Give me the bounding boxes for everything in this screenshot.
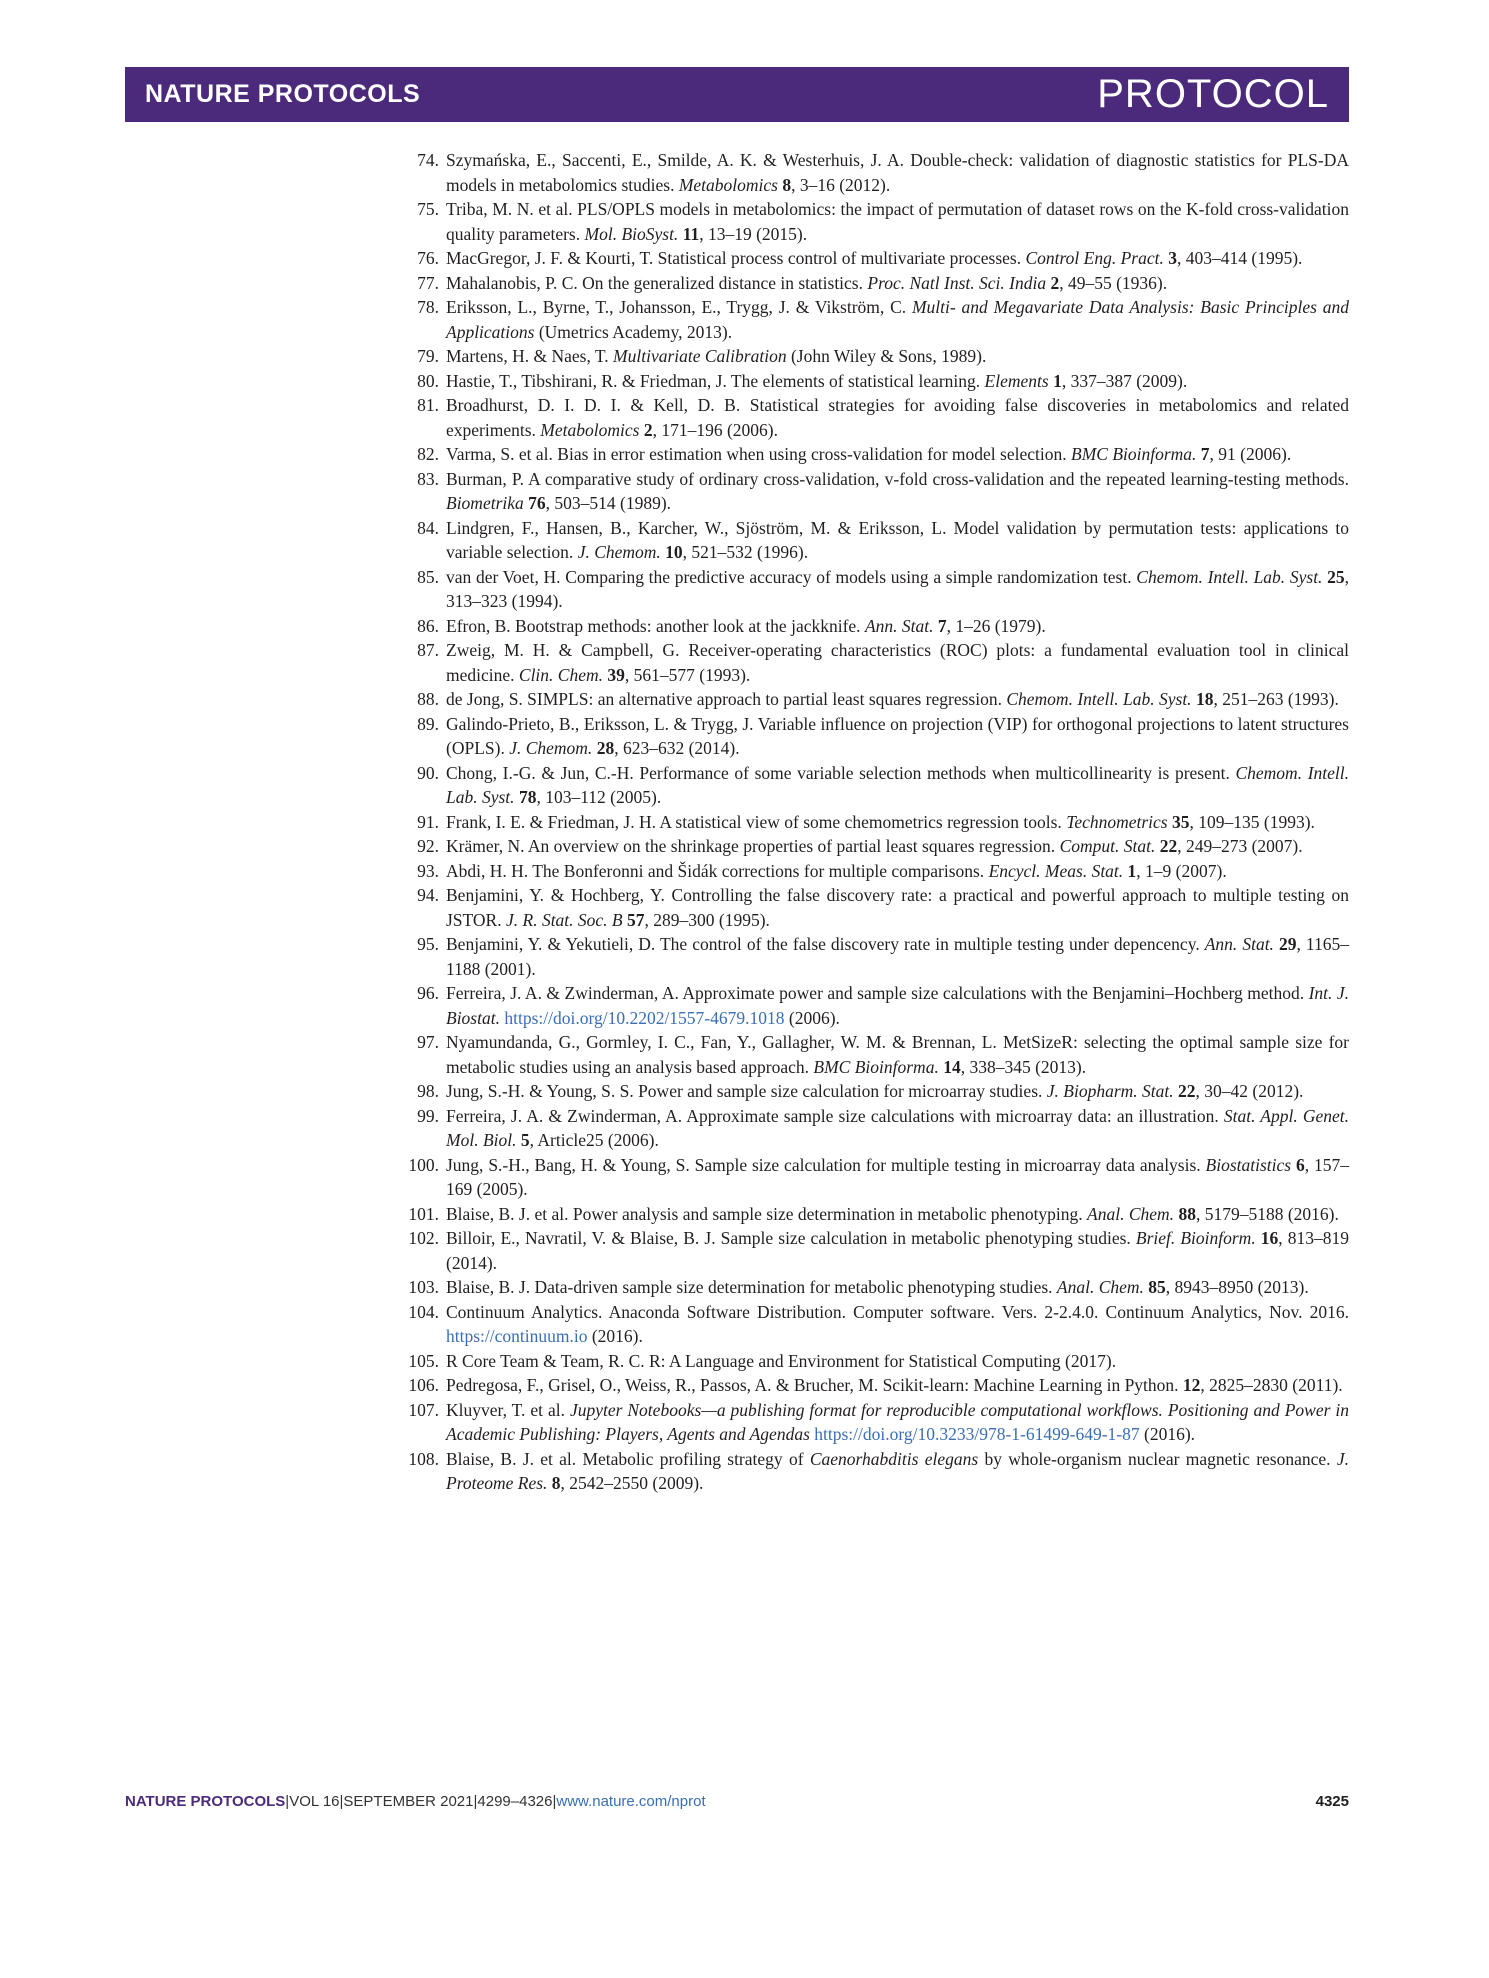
reference-volume: 2 (643, 419, 653, 440)
reference-number: 79. (417, 346, 439, 366)
reference-text: (John Wiley & Sons, 1989). (786, 346, 987, 366)
reference-item (404, 883, 1349, 932)
reference-doi-link[interactable]: https://continuum.io (446, 1326, 588, 1346)
reference-number: 106. (408, 1375, 439, 1395)
reference-italic-text: Clin. Chem. (518, 664, 603, 685)
reference-text: Benjamini, Y. & Hochberg, Y. Controlling the false discovery rate: a practical and powerful approach to multiple testing on JSTOR. (446, 885, 1349, 930)
reference-text: Hastie, T., Tibshirani, R. & Friedman, J. The elements of statistical learning. (446, 370, 985, 391)
reference-volume: 7 (937, 615, 947, 636)
reference-text: Blaise, B. J. et al. Power analysis and sample size determination in metabolic phenotyping. (446, 1203, 1088, 1224)
reference-number: 91. (417, 811, 439, 832)
reference-number: 94. (417, 885, 439, 905)
reference-item (404, 1104, 1349, 1153)
reference-volume: 35 (1172, 811, 1190, 832)
reference-italic-text: J. R. Stat. Soc. B (505, 909, 623, 930)
reference-volume: 39 (607, 664, 625, 685)
reference-item (404, 565, 1349, 614)
reference-italic-text: J. Chemom. (577, 542, 661, 562)
reference-text: , 171–196 (2006). (652, 419, 778, 440)
reference-number: 86. (417, 615, 439, 636)
reference-volume: 1 (1127, 860, 1137, 881)
reference-italic-text: Comput. Stat. (1059, 836, 1156, 856)
reference-number: 76. (417, 248, 439, 268)
reference-text: , 2825–2830 (2011). (1200, 1375, 1343, 1395)
reference-volume: 16 (1260, 1228, 1279, 1248)
reference-item (404, 369, 1349, 394)
footer-date: SEPTEMBER 2021 (343, 1793, 474, 1810)
reference-number: 107. (408, 1399, 439, 1420)
reference-text: Billoir, E., Navratil, V. & Blaise, B. J. Sample size calculation in metabolic phenotyping studies. (446, 1228, 1136, 1248)
reference-item (404, 834, 1349, 859)
reference-text: Broadhurst, D. I. D. I. & Kell, D. B. Statistical strategies for avoiding false discoveries in metabolomics and related experiments. (446, 395, 1349, 440)
reference-item (404, 271, 1349, 296)
reference-italic-text: Stat. Appl. Genet. Mol. Biol. (446, 1105, 1349, 1150)
reference-text: (Umetrics Academy, 2013). (534, 321, 733, 342)
reference-item (404, 295, 1349, 344)
reference-text: Krämer, N. An overview on the shrinkage properties of partial least squares regression. (446, 836, 1060, 856)
reference-italic-text: Elements (984, 370, 1049, 391)
reference-text: , 49–55 (1936). (1059, 272, 1168, 293)
reference-number: 74. (417, 150, 439, 170)
reference-text: , 313–323 (1994). (446, 566, 1350, 611)
reference-volume: 14 (943, 1056, 961, 1077)
reference-text: Martens, H. & Naes, T. (446, 346, 614, 366)
reference-text: , 403–414 (1995). (1177, 248, 1303, 268)
reference-text: Frank, I. E. & Friedman, J. H. A statistical view of some chemometrics regression tools. (446, 811, 1067, 832)
reference-number: 98. (417, 1081, 439, 1101)
reference-italic-text: Chemom. Intell. Lab. Syst. (1136, 566, 1323, 587)
reference-italic-text: Chemom. Intell. Lab. Syst. (1006, 689, 1192, 709)
reference-item (404, 148, 1349, 197)
reference-volume: 1 (1053, 370, 1062, 391)
reference-text: Jung, S.-H., Bang, H. & Young, S. Sample size calculation for multiple testing in microarray data analysis. (446, 1154, 1206, 1175)
reference-number: 85. (417, 566, 439, 587)
reference-text: van der Voet, H. Comparing the predictive accuracy of models using a simple randomization test. (446, 566, 1137, 587)
reference-item (404, 614, 1349, 639)
reference-number: 88. (417, 689, 439, 709)
reference-text: , 251–263 (1993). (1213, 689, 1339, 709)
reference-italic-text: BMC Bioinforma. (1071, 444, 1197, 464)
reference-italic-text: Caenorhabditis elegans (809, 1448, 979, 1469)
reference-text: , 1–9 (2007). (1136, 860, 1227, 881)
reference-volume: 12 (1182, 1375, 1201, 1395)
reference-italic-text: J. Chemom. (509, 738, 593, 758)
reference-number: 77. (417, 272, 439, 293)
reference-number: 97. (417, 1032, 439, 1052)
reference-text: , Article25 (2006). (529, 1130, 659, 1150)
reference-italic-text: Multivariate Calibration (613, 346, 787, 366)
reference-number: 80. (417, 370, 439, 391)
reference-number: 102. (408, 1228, 439, 1248)
reference-italic-text: BMC Bioinforma. (813, 1056, 939, 1077)
reference-italic-text: Multi- and Megavariate Data Analysis: Basic Principles and Applications (446, 297, 1349, 342)
reference-item (404, 1226, 1349, 1275)
reference-text: Triba, M. N. et al. PLS/OPLS models in metabolomics: the impact of permutation of dataset rows on the K-fold cross-validation quality parameters. (446, 199, 1349, 244)
reference-item (404, 981, 1349, 1030)
reference-item (404, 1447, 1349, 1496)
reference-italic-text: Biometrika (446, 493, 524, 513)
reference-text: , 8943–8950 (2013). (1165, 1277, 1309, 1297)
reference-italic-text: Control Eng. Pract. (1025, 248, 1164, 268)
reference-text: , 338–345 (2013). (960, 1056, 1087, 1077)
footer-citation (125, 1793, 706, 1810)
reference-item (404, 1153, 1349, 1202)
header-bar (125, 67, 1349, 122)
reference-text: , 5179–5188 (2016). (1195, 1203, 1339, 1224)
reference-item (404, 687, 1349, 712)
reference-italic-text: Ann. Stat. (1204, 934, 1274, 954)
reference-text: , 103–112 (2005). (536, 787, 662, 807)
reference-text: Nyamundanda, G., Gormley, I. C., Fan, Y., Gallagher, W. M. & Brennan, L. MetSizeR: selecting the optimal sample size for metabolic studies using an analysis based approach. (446, 1032, 1349, 1077)
reference-item (404, 1202, 1349, 1227)
reference-text: , 623–632 (2014). (614, 738, 740, 758)
footer-pages: 4299–4326 (477, 1793, 553, 1810)
reference-italic-text: Jupyter Notebooks—a publishing format for reproducible computational workflows. Positioning and Power in Academic Publishing: Players, Agents and Agendas (446, 1399, 1349, 1444)
reference-text: , 1165–1188 (2001). (446, 934, 1349, 979)
reference-text: , 249–273 (2007). (1177, 836, 1303, 856)
reference-number: 83. (417, 468, 439, 489)
reference-italic-text: Metabolomics (678, 174, 778, 195)
reference-volume: 22 (1159, 836, 1178, 856)
reference-volume: 6 (1296, 1154, 1305, 1175)
reference-text: (2016). (587, 1326, 643, 1346)
reference-text: , 157–169 (2005). (446, 1154, 1350, 1199)
reference-doi-link[interactable]: https://doi.org/10.3233/978-1-61499-649-1-87 (814, 1424, 1140, 1444)
reference-text: Lindgren, F., Hansen, B., Karcher, W., Sjöström, M. & Eriksson, L. Model validation by permutation tests: applications to variable selection. (446, 517, 1349, 562)
reference-volume: 22 (1178, 1081, 1196, 1101)
reference-item (404, 932, 1349, 981)
reference-number: 81. (417, 395, 439, 415)
reference-italic-text: Metabolomics (540, 419, 640, 440)
reference-item (404, 1079, 1349, 1104)
reference-italic-text: Anal. Chem. (1087, 1203, 1175, 1224)
reference-list (404, 148, 1349, 1496)
reference-number: 104. (408, 1301, 439, 1322)
reference-number: 103. (408, 1277, 439, 1297)
reference-item (404, 467, 1349, 516)
reference-number: 105. (408, 1350, 439, 1371)
reference-volume: 18 (1195, 689, 1214, 709)
reference-text: , 2542–2550 (2009). (560, 1473, 704, 1493)
reference-number: 99. (417, 1105, 439, 1126)
reference-text: (2006). (784, 1007, 840, 1028)
reference-text: , 91 (2006). (1209, 444, 1292, 464)
reference-volume: 8 (551, 1473, 561, 1493)
reference-item (404, 1349, 1349, 1374)
reference-item (404, 393, 1349, 442)
reference-volume: 3 (1168, 248, 1177, 268)
reference-text: Pedregosa, F., Grisel, O., Weiss, R., Passos, A. & Brucher, M. Scikit-learn: Machine Learning in Python. (446, 1375, 1183, 1395)
reference-text: , 337–387 (2009). (1061, 370, 1188, 391)
reference-italic-text: Encycl. Meas. Stat. (988, 860, 1124, 881)
reference-volume: 57 (627, 909, 645, 930)
reference-text: , 109–135 (1993). (1189, 811, 1315, 832)
reference-item (404, 1398, 1349, 1447)
reference-item (404, 1030, 1349, 1079)
reference-text: Chong, I.-G. & Jun, C.-H. Performance of some variable selection methods when multicollinearity is present. (446, 762, 1236, 783)
reference-item (404, 246, 1349, 271)
reference-italic-text: Ann. Stat. (864, 615, 934, 636)
reference-number: 92. (417, 836, 439, 856)
reference-volume: 28 (596, 738, 615, 758)
reference-volume: 85 (1148, 1277, 1166, 1297)
reference-doi-link[interactable]: https://doi.org/10.2202/1557-4679.1018 (504, 1007, 785, 1028)
reference-text: de Jong, S. SIMPLS: an alternative approach to partial least squares regression. (446, 689, 1007, 709)
reference-text: Blaise, B. J. et al. Metabolic profiling strategy of (446, 1448, 810, 1469)
reference-volume: 7 (1200, 444, 1210, 464)
reference-text: by whole-organism nuclear magnetic resonance. (978, 1448, 1337, 1469)
reference-italic-text: Biostatistics (1205, 1154, 1292, 1175)
reference-number: 93. (417, 860, 439, 881)
reference-text: Burman, P. A comparative study of ordinary cross-validation, v-fold cross-validation and the repeated learning-testing methods. (446, 468, 1349, 489)
reference-text: Mahalanobis, P. C. On the generalized distance in statistics. (446, 272, 868, 293)
reference-volume: 10 (665, 542, 683, 562)
reference-text: R Core Team & Team, R. C. R: A Language and Environment for Statistical Computing (2017). (446, 1350, 1117, 1371)
reference-text: (2016). (1139, 1424, 1196, 1444)
reference-number: 75. (417, 199, 439, 219)
footer-volume: VOL 16 (289, 1793, 340, 1810)
reference-volume: 25 (1327, 566, 1345, 587)
reference-text: , 561–577 (1993). (624, 664, 751, 685)
reference-item (404, 712, 1349, 761)
reference-volume: 88 (1178, 1203, 1196, 1224)
reference-text: , 289–300 (1995). (644, 909, 770, 930)
reference-number: 101. (408, 1203, 439, 1224)
reference-text: Blaise, B. J. Data-driven sample size determination for metabolic phenotyping studies. (446, 1277, 1057, 1297)
reference-italic-text: Proc. Natl Inst. Sci. India (867, 272, 1047, 293)
reference-text: Eriksson, L., Byrne, T., Johansson, E., Trygg, J. & Vikström, C. (446, 297, 912, 317)
reference-text: , 3–16 (2012). (791, 174, 891, 195)
reference-text: MacGregor, J. F. & Kourti, T. Statistical process control of multivariate processes. (446, 248, 1026, 268)
journal-name: NATURE PROTOCOLS (145, 80, 421, 108)
reference-text: Ferreira, J. A. & Zwinderman, A. Approximate sample size calculations with microarray data: an illustration. (446, 1105, 1224, 1126)
reference-text: , 1–26 (1979). (946, 615, 1046, 636)
reference-number: 89. (417, 713, 439, 734)
reference-number: 100. (408, 1154, 439, 1175)
page-number: 4325 (1315, 1793, 1349, 1810)
reference-item (404, 1275, 1349, 1300)
reference-text: , 30–42 (2012). (1195, 1081, 1304, 1101)
reference-item (404, 638, 1349, 687)
reference-text: , 813–819 (2014). (446, 1228, 1350, 1273)
reference-number: 96. (417, 983, 439, 1003)
reference-number: 108. (408, 1448, 439, 1469)
footer-separator: | (339, 1793, 344, 1810)
reference-item (404, 442, 1349, 467)
reference-item (404, 1373, 1349, 1398)
footer-separator: | (285, 1793, 290, 1810)
reference-number: 95. (417, 934, 439, 954)
footer (125, 1793, 1349, 1810)
reference-number: 78. (417, 297, 439, 317)
reference-text: , 13–19 (2015). (699, 223, 808, 244)
reference-italic-text: Chemom. Intell. Lab. Syst. (446, 762, 1350, 807)
footer-separator: | (552, 1793, 557, 1810)
reference-volume: 11 (682, 223, 700, 244)
reference-item (404, 1300, 1349, 1349)
reference-text: Jung, S.-H. & Young, S. S. Power and sample size calculation for microarray studies. (446, 1081, 1047, 1101)
footer-journal: NATURE PROTOCOLS (125, 1793, 286, 1810)
reference-item (404, 859, 1349, 884)
reference-italic-text: J. Proteome Res. (446, 1448, 1349, 1493)
reference-italic-text: J. Biopharm. Stat. (1046, 1081, 1174, 1101)
reference-text: Szymańska, E., Saccenti, E., Smilde, A. K. & Westerhuis, J. A. Double-check: validation of diagnostic statistics for PLS-DA models in metabolomics studies. (446, 150, 1349, 195)
reference-volume: 2 (1050, 272, 1060, 293)
reference-volume: 29 (1278, 934, 1297, 954)
footer-separator: | (473, 1793, 478, 1810)
reference-text: Kluyver, T. et al. (446, 1399, 570, 1420)
reference-text: , 503–514 (1989). (545, 493, 672, 513)
reference-number: 82. (417, 444, 439, 464)
reference-text: , 521–532 (1996). (682, 542, 809, 562)
reference-volume: 78 (518, 787, 537, 807)
reference-text: Varma, S. et al. Bias in error estimation when using cross-validation for model selection. (446, 444, 1071, 464)
reference-text: Continuum Analytics. Anaconda Software Distribution. Computer software. Vers. 2-2.4.0. Continuum Analytics, Nov. 2016. (446, 1301, 1349, 1322)
reference-volume: 76 (528, 493, 546, 513)
reference-item (404, 761, 1349, 810)
reference-item (404, 344, 1349, 369)
reference-number: 90. (417, 762, 439, 783)
reference-item (404, 516, 1349, 565)
reference-text: Zweig, M. H. & Campbell, G. Receiver-operating characteristics (ROC) plots: a fundamental evaluation tool in clinical medicine. (446, 640, 1349, 685)
reference-text: Ferreira, J. A. & Zwinderman, A. Approximate power and sample size calculations with the Benjamini–Hochberg method. (446, 983, 1309, 1003)
reference-number: 87. (417, 640, 439, 660)
footer-url-link[interactable]: www.nature.com/nprot (556, 1793, 706, 1810)
reference-italic-text: Int. J. Biostat. (446, 983, 1350, 1028)
reference-text: Efron, B. Bootstrap methods: another look at the jackknife. (446, 615, 865, 636)
article-type: PROTOCOL (1097, 72, 1329, 116)
reference-number: 84. (417, 517, 439, 538)
reference-volume: 8 (782, 174, 792, 195)
reference-text: Galindo-Prieto, B., Eriksson, L. & Trygg, J. Variable influence on projection (VIP) for orthogonal projections to latent structures (OPLS). (446, 713, 1349, 758)
reference-item (404, 810, 1349, 835)
reference-item (404, 197, 1349, 246)
reference-italic-text: Technometrics (1066, 811, 1168, 832)
reference-italic-text: Mol. BioSyst. (584, 223, 679, 244)
reference-text: Abdi, H. H. The Bonferonni and Šidák corrections for multiple comparisons. (446, 860, 989, 881)
reference-text: Benjamini, Y. & Yekutieli, D. The control of the false discovery rate in multiple testing under depencency. (446, 934, 1205, 954)
reference-italic-text: Anal. Chem. (1056, 1277, 1144, 1297)
reference-volume: 5 (520, 1130, 530, 1150)
reference-italic-text: Brief. Bioinform. (1135, 1228, 1256, 1248)
